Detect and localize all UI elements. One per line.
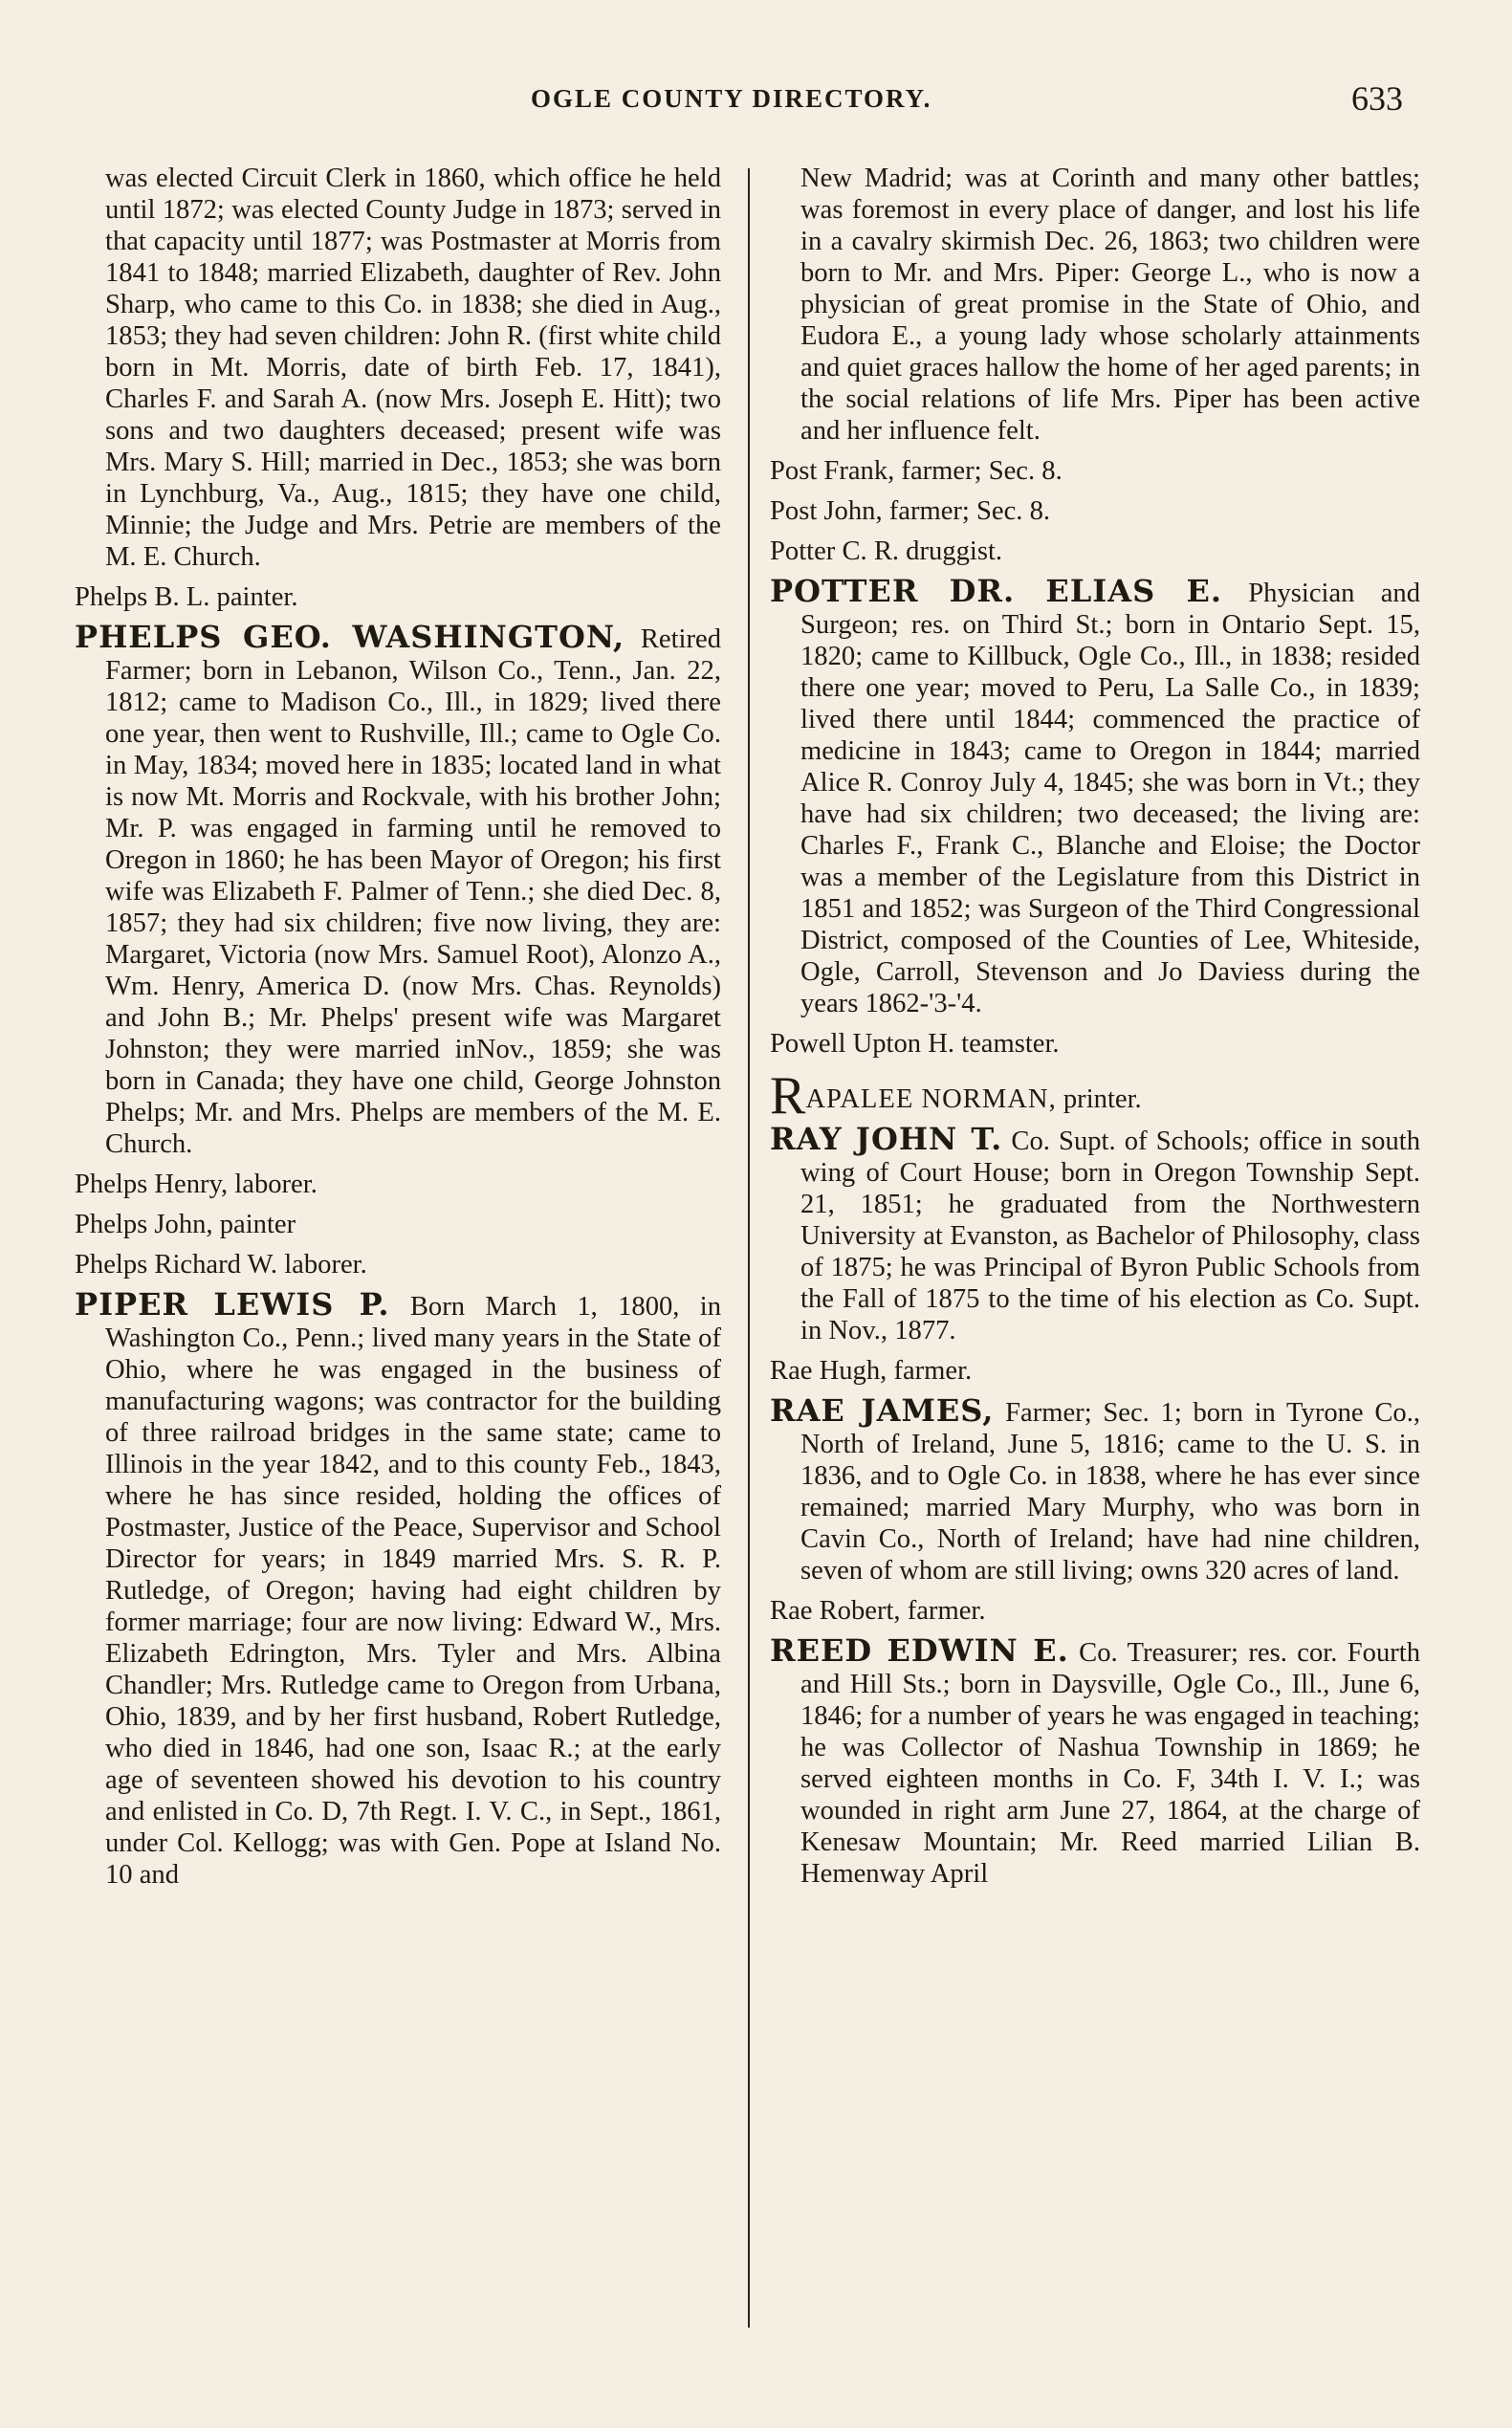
entry-phelps-bl: Phelps B. L. painter. <box>75 582 298 612</box>
entry-rae-james <box>770 1392 1421 1586</box>
entry-text: Co. Supt. of Schools; office in south wing of Court House; born in Oregon Township Sept. 21, 1851; he graduated from the Northwestern University at Evanston, as Bachelor of Philosophy, class of 1875; he was Principal of Byron Public Schools from the Fall of 1875 to the time of his election as Co. Supt. in Nov., 1877. <box>800 1127 1420 1345</box>
section-initial: R <box>770 1066 806 1126</box>
entry-ray-john <box>770 1121 1420 1346</box>
entry-phelps-john: Phelps John, painter <box>75 1210 296 1239</box>
entry-name: APALEE NORMAN, <box>805 1084 1057 1114</box>
running-title: OGLE COUNTY DIRECTORY. <box>531 84 932 113</box>
entry-rae-hugh: Rae Hugh, farmer. <box>770 1356 973 1386</box>
entry-potter-elias <box>770 573 1421 1019</box>
entry-text: printer. <box>1056 1084 1142 1114</box>
entry-post-frank: Post Frank, farmer; Sec. 8. <box>770 456 1063 486</box>
entry-continuation-piper: New Madrid; was at Corinth and many other battles; was foremost in every place of danger, and lost his life in a cavalry skirmish Dec. 26, 1863; two children were born to Mr. and Mrs. Piper: George L., who is now a physician of great promise in the State of Ohio, and Eudora E., a young lady whose scholarly attainments and quiet graces hallow the home of her aged parents; in the social relations of life Mrs. Piper has been active and her influence felt. <box>800 164 1420 446</box>
entry-name: PIPER LEWIS P. <box>75 1286 390 1323</box>
entry-powell: Powell Upton H. teamster. <box>770 1029 1060 1059</box>
entry-text: Born March 1, 1800, in Washington Co., Penn.; lived many years in the State of Ohio, where he was engaged in the business of manufacturing wagons; was contractor for the building of three railroad bridges in the same state; came to Illinois in the year 1842, and to this county Feb., 1843, where he has since resided, holding the offices of Postmaster, Justice of the Peace, Supervisor and School Director for years; in 1849 married Mrs. S. R. P. Rutledge, of Oregon; having had eight children by former marriage; four are now living: Edward W., Mrs. Elizabeth Edrington, Mrs. Tyler and Mrs. Albina Chandler; Mrs. Rutledge came to Oregon from Urbana, Ohio, 1839, and by her first husband, Robert Rutledge, who died in 1846, had one son, Isaac R.; at the early age of seventeen showed his devotion to his country and enlisted in Co. D, 7th Regt. I. V. C., in Sept., 1861, under Col. Kellogg; was with Gen. Pope at Island No. 10 and <box>105 1292 722 1890</box>
entry-text: Retired Farmer; born in Lebanon, Wilson Co., Tenn., Jan. 22, 1812; came to Madison Co., Ill., in 1829; lived there one year, then went to Rushville, Ill.; came to Ogle Co. in May, 1834; moved here in 1835; located land in what is now Mt. Morris and Rockvale, with his brother John; Mr. P. was engaged in farming until he removed to Oregon in 1860; he has been Mayor of Oregon; his first wife was Elizabeth F. Palmer of Tenn.; she died Dec. 8, 1857; they had six children; five now living, they are: Margaret, Victoria (now Mrs. Samuel Root), Alonzo A., Wm. Henry, America D. (now Mrs. Chas. Reynolds) and John B.; Mr. Phelps' present wife was Margaret Johnston; they were married inNov., 1859; she was born in Canada; they have one child, George Johnston Phelps; Mr. and Mrs. Phelps are members of the M. E. Church. <box>105 624 721 1159</box>
entry-name: RAY JOHN T. <box>770 1121 1003 1157</box>
entry-phelps-geo <box>75 619 721 1160</box>
entry-continuation-petrie: was elected Circuit Clerk in 1860, which office he held until 1872; was elected County Judge in 1873; served in that capacity until 1877; was Postmaster at Morris from 1841 to 1848; married Elizabeth, daughter of Rev. John Sharp, who came to this Co. in 1838; she died in Aug., 1853; they had seven children: John R. (first white child born in Mt. Morris, date of birth Feb. 17, 1841), Charles F. and Sarah A. (now Mrs. Joseph E. Hitt); two sons and two daughters deceased; present wife was Mrs. Mary S. Hill; married in Dec., 1853; she was born in Lynchburg, Va., Aug., 1815; they have one child, Minnie; the Judge and Mrs. Petrie are members of the M. E. Church. <box>105 164 721 572</box>
entry-text: Physician and Surgeon; res. on Third St.; born in Ontario Sept. 15, 1820; came to Killbuck, Ogle Co., Ill., in 1838; resided there one year; moved to Peru, La Salle Co., in 1839; lived there until 1844; commenced the practice of medicine in 1843; came to Oregon in 1844; married Alice R. Conroy July 4, 1845; she was born in Vt.; they have had six children; two deceased; the living are: Charles F., Frank C., Blanche and Eloise; the Doctor was a member of the Legislature from this District in 1851 and 1852; was Surgeon of the Third Congressional District, composed of the Counties of Lee, Whiteside, Ogle, Carroll, Stevenson and Jo Daviess during the years 1862-'3-'4. <box>800 579 1421 1018</box>
entry-name: RAE JAMES, <box>770 1392 995 1429</box>
entry-potter-cr: Potter C. R. druggist. <box>770 536 1003 566</box>
entry-text: Farmer; Sec. 1; born in Tyrone Co., North of Ireland, June 5, 1816; came to the U. S. in 1836, and to Ogle Co. in 1838, where he has ever since remained; married Mary Murphy, who was born in Cavin Co., North of Ireland; have had nine children, seven of whom are still living; owns 320 acres of land. <box>800 1398 1421 1586</box>
entry-reed-edwin <box>770 1632 1421 1890</box>
entry-name: REED EDWIN E. <box>770 1632 1069 1669</box>
entry-text: Co. Treasurer; res. cor. Fourth and Hill Sts.; born in Daysville, Ogle Co., Ill., June 6, 1846; for a number of years he was engaged in teaching; he was Collector of Nashua Township in 1869; he served eighteen months in Co. F, 34th I. V. I.; was wounded in right arm June 27, 1864, at the charge of Kenesaw Mountain; Mr. Reed married Lilian B. Hemenway April <box>800 1638 1421 1889</box>
entry-phelps-richard: Phelps Richard W. laborer. <box>75 1250 367 1280</box>
entry-phelps-henry: Phelps Henry, laborer. <box>75 1170 318 1199</box>
entry-rae-robert: Rae Robert, farmer. <box>770 1596 986 1626</box>
entry-post-john: Post John, farmer; Sec. 8. <box>770 496 1051 526</box>
left-column <box>75 163 721 1899</box>
entry-name: PHELPS GEO. WASHINGTON, <box>75 619 625 655</box>
right-column <box>770 163 1420 1898</box>
page-number: 633 <box>1351 79 1403 118</box>
column-divider <box>748 168 750 2328</box>
entry-piper-lewis <box>75 1286 722 1891</box>
entry-name: POTTER DR. ELIAS E. <box>770 573 1222 609</box>
entry-rapalee <box>770 1066 1420 1126</box>
page-header <box>0 78 1512 126</box>
